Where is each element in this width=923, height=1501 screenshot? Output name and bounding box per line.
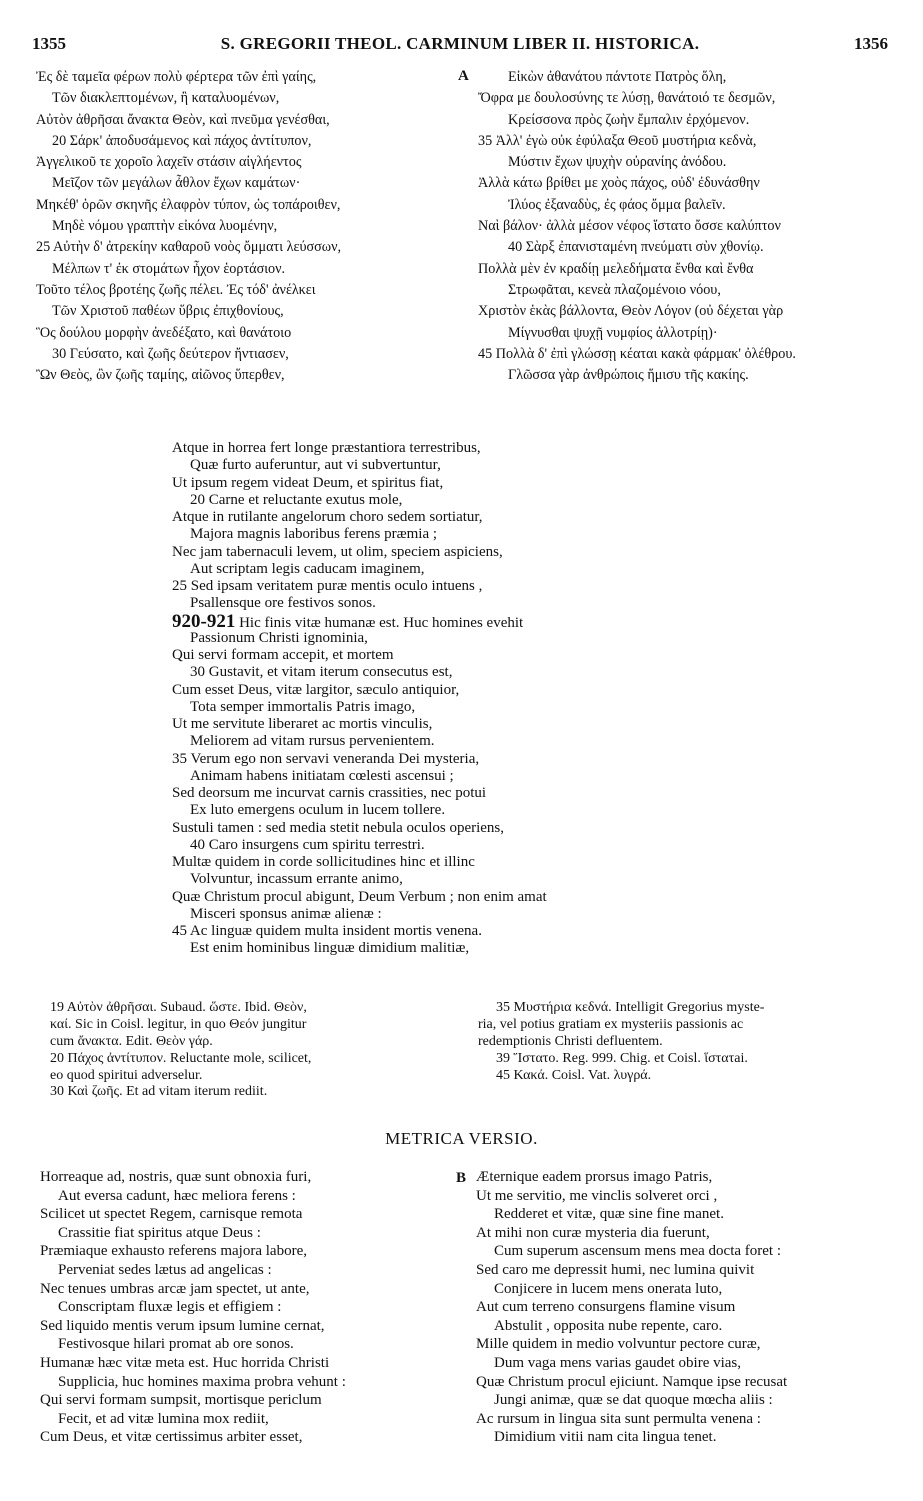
line-text: 25 Sed ipsam veritatem puræ mentis oculo intuens , <box>172 578 483 594</box>
text-line <box>36 88 456 109</box>
line-text: Quæ Christum procul ejiciunt. Namque ipse recusat <box>476 1373 788 1390</box>
line-text: eo quod spiritui adverselur. <box>50 1067 203 1083</box>
text-line <box>172 595 732 612</box>
line-text: Εἰκὼν ἀθανάτου πάντοτε Πατρὸς ὅλη, <box>508 69 727 85</box>
text-line <box>172 733 732 750</box>
text-line <box>478 365 898 386</box>
line-text: At mihi non curæ mysteria dia fuerunt, <box>476 1224 710 1241</box>
line-text: ria, vel potius gratiam ex mysteriis passionis ac <box>478 1016 744 1032</box>
text-line <box>50 1000 460 1017</box>
text-line <box>172 526 732 543</box>
text-line <box>476 1205 896 1224</box>
line-text: Στρωφᾶται, κενεὰ πλαζομένοιο νόου, <box>508 281 721 298</box>
text-line <box>36 173 456 194</box>
line-text: Μηκέθ' ὁρῶν σκηνῆς ἐλαφρὸν τύπον, ὡς τοπάροιθεν, <box>36 196 341 213</box>
line-text: Aut eversa cadunt, hæc meliora ferens : <box>58 1187 296 1204</box>
text-line <box>40 1261 460 1280</box>
column-number: 920-921 <box>172 612 236 630</box>
line-text: Supplicia, huc homines maxima probra vehunt : <box>58 1373 346 1390</box>
line-text: Fecit, et ad vitæ lumina mox rediit, <box>58 1410 269 1427</box>
text-line <box>40 1205 460 1224</box>
text-line <box>172 889 732 906</box>
line-text: Animam habens initiatam cœlesti ascensui ; <box>190 767 454 784</box>
text-line <box>476 1317 896 1336</box>
line-text: Ὄφρα με δουλοσύνης τε λύσῃ, θανάτοιό τε δεσμῶν, <box>478 90 776 107</box>
section-title: METRICA VERSIO. <box>385 1129 538 1148</box>
text-line <box>172 837 732 854</box>
line-text: 19 Αὐτὸν ἀθρῆσαι. Subaud. ὥστε. Ibid. Θεὸν, <box>50 1000 307 1015</box>
text-line <box>172 854 732 871</box>
text-line <box>40 1354 460 1373</box>
text-line <box>478 216 898 237</box>
text-line <box>36 216 456 237</box>
text-line <box>172 578 732 595</box>
text-line <box>40 1242 460 1261</box>
text-line <box>172 923 732 940</box>
text-line <box>478 1051 898 1068</box>
text-line <box>40 1168 460 1187</box>
text-line <box>40 1280 460 1299</box>
text-line <box>478 1000 898 1017</box>
line-text: Μηδὲ νόμου γραπτὴν εἰκόνα λυομένην, <box>52 218 278 235</box>
text-line <box>40 1224 460 1243</box>
footnotes-left <box>50 1000 460 1101</box>
line-text: Cum superum ascensum mens mea docta foret : <box>494 1243 782 1260</box>
line-text: Γλῶσσα γὰρ ἀνθρώποις ἥμισυ τῆς κακίης. <box>508 367 749 384</box>
line-text: Ἀλλὰ κάτω βρίθει με χοὸς πάχος, οὐδ' ἐδυνάσθην <box>478 175 760 192</box>
line-text: Volvuntur, incassum errante animo, <box>190 871 403 888</box>
line-text: Ἀγγελικοῦ τε χοροῖο λαχεῖν στάσιν αἰγλήεντος <box>36 154 302 171</box>
line-text: Μίγνυσθαι ψυχῇ νυμφίος ἀλλοτρίῃ)· <box>508 324 718 341</box>
line-text: 25 Αὐτὴν δ' ἀτρεκίην καθαροῦ νοὸς ὄμματι λεύσσων, <box>36 239 342 256</box>
line-text: Κρείσσονα πρὸς ζωὴν ἔμπαλιν ἐρχόμενον. <box>508 111 750 128</box>
text-line <box>172 647 732 664</box>
line-text: Nec tenues umbras arcæ jam spectet, ut ante, <box>40 1280 310 1297</box>
line-text: Dum vaga mens varias gaudet obire vias, <box>494 1354 742 1371</box>
text-line <box>40 1373 460 1392</box>
text-line <box>50 1084 460 1101</box>
line-text: 30 Καὶ ζωῆς. Et ad vitam iterum rediit. <box>50 1084 268 1100</box>
text-line <box>50 1034 460 1051</box>
text-line <box>476 1373 896 1392</box>
line-text: Cum esset Deus, vitæ largitor, sæculo antiquior, <box>172 681 460 698</box>
text-line <box>478 131 898 152</box>
text-line <box>36 237 456 258</box>
text-line <box>476 1280 896 1299</box>
line-text: Festivosque hilari promat ab ore sonos. <box>58 1336 294 1353</box>
line-text: Aut cum terreno consurgens flamine visum <box>476 1299 736 1316</box>
text-line <box>172 940 732 957</box>
line-text: Æternique eadem prorsus imago Patris, <box>476 1169 713 1185</box>
line-text: Psallensque ore festivos sonos. <box>190 595 376 612</box>
text-line <box>36 110 456 131</box>
text-line <box>40 1317 460 1336</box>
text-line <box>172 664 732 681</box>
line-text: 45 Πολλὰ δ' ἐπὶ γλώσσῃ κέαται κακὰ φάρμακ' ὀλέθρου. <box>478 345 796 362</box>
line-text: Nec jam tabernaculi levem, ut olim, speciem aspiciens, <box>172 543 503 560</box>
text-line <box>36 365 456 386</box>
line-text: cum ἄνακτα. Edit. Θεὸν γάρ. <box>50 1033 213 1049</box>
line-text: 40 Caro insurgens cum spiritu terrestri. <box>190 836 425 853</box>
line-text: Qui servi formam accepit, et mortem <box>172 647 394 663</box>
text-line <box>172 630 732 647</box>
line-text: 35 Μυστήρια κεδνά. Intelligit Gregorius myste- <box>496 1000 765 1015</box>
text-line <box>478 323 898 344</box>
text-line <box>478 1068 898 1085</box>
text-line <box>172 716 732 733</box>
line-text: Πολλὰ μὲν ἐν κραδίῃ μελεδήματα ἔνθα καὶ ἔνθα <box>478 260 754 277</box>
line-text: 20 Carne et reluctante exutus mole, <box>190 491 403 508</box>
line-text: Μέλπων τ' ἐκ στομάτων ἦχον ἑορτάσιον. <box>52 260 286 277</box>
metrica-left-column <box>40 1168 460 1447</box>
text-line <box>40 1428 460 1447</box>
line-text: redemptionis Christi defluentem. <box>478 1033 663 1049</box>
page-number-right: 1356 <box>854 34 888 53</box>
text-line <box>172 802 732 819</box>
line-text: Misceri sponsus animæ alienæ : <box>190 905 382 922</box>
text-line <box>172 751 732 768</box>
text-line <box>36 323 456 344</box>
text-line <box>478 1017 898 1034</box>
text-line <box>50 1017 460 1034</box>
text-line <box>36 195 456 216</box>
text-line <box>36 131 456 152</box>
text-line <box>172 544 732 561</box>
line-text: 20 Σάρκ' ἀποδυσάμενος καὶ πάχος ἀντίτυπον, <box>52 132 312 149</box>
text-line <box>172 906 732 923</box>
text-line <box>36 152 456 173</box>
text-line <box>478 1034 898 1051</box>
line-text: Μεῖζον τῶν μεγάλων ἆθλον ἔχων καμάτων· <box>52 175 301 192</box>
text-line <box>50 1068 460 1085</box>
text-line <box>478 173 898 194</box>
text-line <box>172 492 732 509</box>
line-text: 45 Κακά. Coisl. Vat. λυγρά. <box>496 1067 652 1083</box>
line-text: Jungi animæ, quæ se dat quoque mœcha aliis : <box>494 1392 773 1409</box>
text-line <box>476 1391 896 1410</box>
line-text: Atque in horrea fert longe præstantiora terrestribus, <box>172 440 481 456</box>
page-header <box>32 34 888 58</box>
line-text: Quæ furto auferuntur, aut vi subvertuntur, <box>190 457 441 474</box>
text-line <box>478 195 898 216</box>
line-text: 40 Σὰρξ ἐπανισταμένη πνεύματι σὺν χθονίῳ. <box>508 239 764 256</box>
line-text: 30 Gustavit, et vitam iterum consecutus est, <box>190 664 453 681</box>
line-text: Dimidium vitii nam cita lingua tenet. <box>494 1429 717 1446</box>
line-text: Multæ quidem in corde sollicitudines hinc et illinc <box>172 854 475 870</box>
line-text: Sed deorsum me incurvat carnis crassities, nec potui <box>172 785 487 801</box>
line-text: 20 Πάχος ἀντίτυπον. Reluctante mole, scilicet, <box>50 1050 312 1066</box>
text-line <box>36 280 456 301</box>
text-line <box>50 1051 460 1068</box>
running-title: S. GREGORII THEOL. CARMINUM LIBER II. HISTORICA. <box>220 34 700 53</box>
line-text: Passionum Christi ignominia, <box>190 629 368 646</box>
line-text: Ut me servitute liberaret ac mortis vinculis, <box>172 716 433 732</box>
text-line <box>476 1428 896 1447</box>
line-text: καί. Sic in Coisl. legitur, in quo Θεόν jungitur <box>50 1016 307 1032</box>
line-text: Ἰλύος ἐξαναδὺς, ἐς φάος ὄμμα βαλεῖν. <box>508 196 726 213</box>
text-line <box>476 1410 896 1429</box>
text-line <box>40 1391 460 1410</box>
line-text: Tota semper immortalis Patris imago, <box>190 698 416 715</box>
line-text: Sed liquido mentis verum ipsum lumine cernat, <box>40 1317 325 1334</box>
line-text: Ac rursum in lingua sita sunt permulta venena : <box>476 1410 761 1427</box>
greek-text-left-column <box>36 67 456 386</box>
text-line <box>40 1410 460 1429</box>
text-line <box>172 613 732 630</box>
line-text: Ἐς δὲ ταμεῖα φέρων πολὺ φέρτερα τῶν ἐπὶ γαίης, <box>36 69 317 85</box>
line-text: Ut me servitio, me vinclis solveret orci , <box>476 1187 718 1204</box>
text-line <box>476 1168 896 1187</box>
line-text: Humanæ hæc vitæ meta est. Huc horrida Christi <box>40 1354 330 1371</box>
line-text: Τοῦτο τέλος βροτέης ζωῆς πέλει. Ἐς τόδ' ἀνέλκει <box>36 281 316 298</box>
line-text: Majora magnis laboribus ferens præmia ; <box>190 526 438 543</box>
line-text: Μύστιν ἔχων ψυχὴν οὐρανίης ἀνόδου. <box>508 154 727 171</box>
line-text: Ex luto emergens oculum in lucem tollere. <box>190 802 446 819</box>
text-line <box>478 152 898 173</box>
line-text: Ὢν Θεὸς, ὢν ζωῆς ταμίης, αἰῶνος ὕπερθεν, <box>36 367 285 384</box>
column-marker-b: B <box>456 1170 467 1186</box>
text-line <box>40 1187 460 1206</box>
text-line <box>172 440 732 457</box>
text-line <box>172 682 732 699</box>
text-line <box>36 344 456 365</box>
text-line <box>36 301 456 322</box>
line-text: 35 Ἀλλ' ἐγὼ οὐκ ἐφύλαξα Θεοῦ μυστήρια κεδνὰ, <box>478 132 757 149</box>
text-line <box>172 820 732 837</box>
greek-text-right-column <box>478 67 898 386</box>
metrica-right-column <box>476 1168 896 1447</box>
line-text: Sed caro me depressit humi, nec lumina quivit <box>476 1261 755 1278</box>
line-text: Scilicet ut spectet Regem, carnisque remota <box>40 1206 303 1223</box>
text-line <box>36 259 456 280</box>
line-text: Crassitie fiat spiritus atque Deus : <box>58 1224 261 1241</box>
text-line <box>172 561 732 578</box>
line-text: 45 Ac linguæ quidem multa insident mortis venena. <box>172 923 482 939</box>
line-text: Sustuli tamen : sed media stetit nebula oculos operiens, <box>172 819 505 836</box>
text-line <box>172 871 732 888</box>
line-text: Conjicere in lucem mens onerata luto, <box>494 1280 723 1297</box>
line-text: Abstulit , opposita nube repente, caro. <box>494 1317 723 1334</box>
text-line <box>172 509 732 526</box>
line-text: Χριστὸν ἑκὰς βάλλοντα, Θεὸν Λόγον (οὐ δέχεται γὰρ <box>478 303 784 320</box>
text-line <box>476 1261 896 1280</box>
text-line <box>36 67 456 88</box>
text-line <box>478 88 898 109</box>
line-text: Conscriptam fluxæ legis et effigiem : <box>58 1299 282 1316</box>
line-text: Qui servi formam sumpsit, mortisque periclum <box>40 1392 322 1409</box>
line-text: Quæ Christum procul abigunt, Deum Verbum ; non enim amat <box>172 888 547 905</box>
line-text: Ὃς δούλου μορφὴν ἀνεδέξατο, καὶ θανάτοιο <box>36 324 292 341</box>
text-line <box>476 1242 896 1261</box>
line-text: 35 Verum ego non servavi veneranda Dei mysteria, <box>172 750 480 767</box>
text-line <box>478 237 898 258</box>
line-text: Præmiaque exhausto referens majora labore, <box>40 1243 307 1260</box>
line-text: Redderet et vitæ, quæ sine fine manet. <box>494 1206 724 1223</box>
line-text: Est enim hominibus linguæ dimidium malitiæ, <box>190 940 470 957</box>
text-line <box>478 110 898 131</box>
text-line <box>172 475 732 492</box>
text-line <box>172 457 732 474</box>
line-text: Meliorem ad vitam rursus pervenientem. <box>190 733 435 750</box>
line-text: Ut ipsum regem videat Deum, et spiritus fiat, <box>172 474 444 491</box>
latin-translation <box>172 440 732 958</box>
text-line <box>40 1335 460 1354</box>
line-text: Hic finis vitæ humanæ est. Huc homines evehit <box>239 614 524 630</box>
line-text: Ναὶ βάλον· ἀλλὰ μέσον νέφος ἵστατο ὄσσε καλύπτον <box>478 218 781 235</box>
text-line <box>478 67 898 88</box>
text-line <box>476 1298 896 1317</box>
line-text: Mille quidem in medio volvuntur pectore curæ, <box>476 1336 761 1353</box>
line-text: Horreaque ad, nostris, quæ sunt obnoxia furi, <box>40 1169 312 1185</box>
line-text: Cum Deus, et vitæ certissimus arbiter esset, <box>40 1429 303 1446</box>
line-text: Atque in rutilante angelorum choro sedem sortiatur, <box>172 509 483 525</box>
text-line <box>478 259 898 280</box>
line-text: 30 Γεύσατο, καὶ ζωῆς δεύτερον ἤντιασεν, <box>52 345 289 362</box>
line-text: Τῶν Χριστοῦ παθέων ὕβρις ἐπιχθονίους, <box>52 303 284 320</box>
text-line <box>172 699 732 716</box>
text-line <box>478 280 898 301</box>
text-line <box>478 344 898 365</box>
line-text: Aut scriptam legis caducam imaginem, <box>190 560 425 577</box>
line-text: 39 Ἵστατο. Reg. 999. Chig. et Coisl. ἵστατai. <box>496 1050 748 1066</box>
text-line <box>40 1298 460 1317</box>
line-text: Perveniat sedes lætus ad angelicas : <box>58 1261 272 1278</box>
text-line <box>172 768 732 785</box>
text-line <box>172 785 732 802</box>
text-line <box>476 1187 896 1206</box>
footnotes-right <box>478 1000 898 1084</box>
page-number-left: 1355 <box>32 34 66 53</box>
column-marker-a: A <box>458 68 469 84</box>
text-line <box>478 301 898 322</box>
text-line <box>476 1335 896 1354</box>
text-line <box>476 1354 896 1373</box>
line-text: Αὐτὸν ἀθρῆσαι ἄνακτα Θεὸν, καὶ πνεῦμα γενέσθαι, <box>36 111 330 128</box>
line-text: Τῶν διακλεπτομένων, ἢ καταλυομένων, <box>52 90 280 107</box>
text-line <box>476 1224 896 1243</box>
